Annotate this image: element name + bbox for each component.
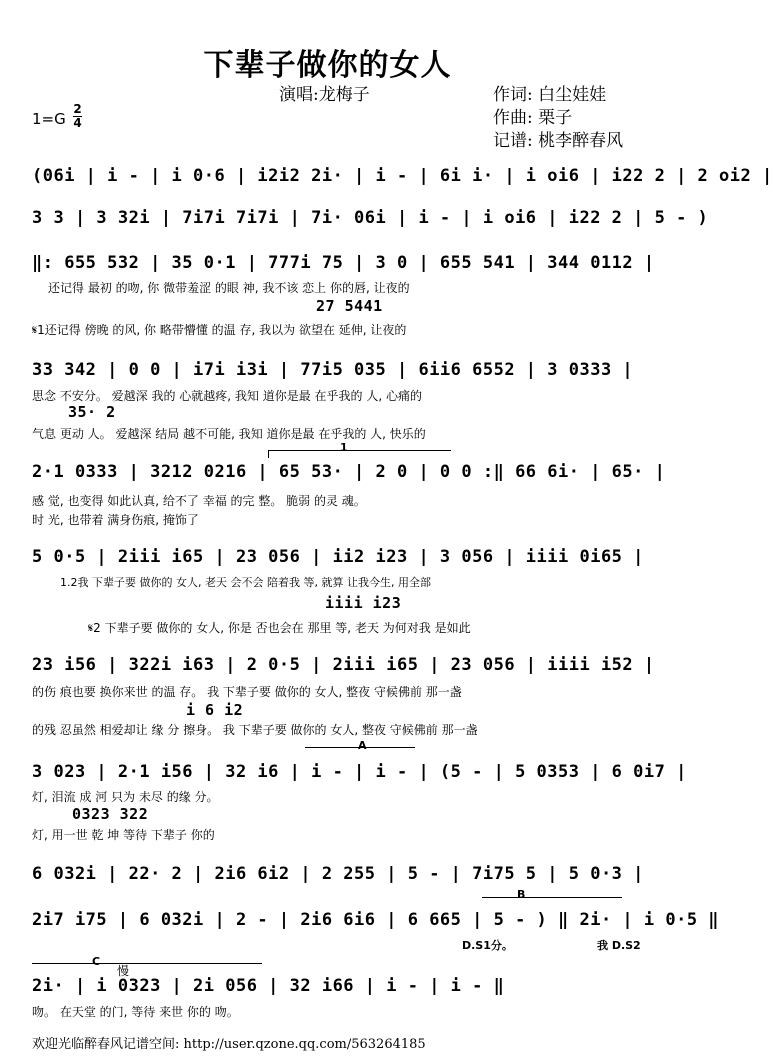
lyric-6-verse-1: 1.2我 下辈子要 做你的 女人, 老天 会不会 陪着我 等, 就算 让我今生, 用全部 — [60, 576, 431, 589]
key-signature: 1=G — [32, 110, 66, 128]
lyric-5-verse-2: 时 光, 也带着 满身伤痕, 掩饰了 — [32, 513, 199, 527]
score-line-10: 2i7 i75 | 6 032i | 2 - | 2i6 6i6 | 6 665 | 5 - ) ‖ 2i· | i 0·5 ‖ — [32, 910, 720, 930]
score-line-5: 2·1 0333 | 3212 0216 | 65 53· | 2 0 | 0 0 :‖ 66 6i· | 65· | — [32, 462, 666, 482]
rehearsal-mark-c: C — [92, 955, 101, 968]
song-title: 下辈子做你的女人 — [203, 48, 452, 83]
lyric-4-verse-1: 思念 不安分。 爱越深 我的 心就越疼, 我知 道你是最 在乎我的 人, 心痛的 — [32, 389, 422, 403]
lyric-4-verse-2: 气息 更动 人。 爱越深 结局 越不可能, 我知 道你是最 在乎我的 人, 快乐的 — [32, 427, 426, 441]
volta-1-label: 1 — [340, 441, 348, 454]
lyric-8-verse-1: 灯, 泪流 成 河 只为 未尽 的缘 分。 — [32, 790, 219, 804]
lyric-7-verse-1: 的伤 痕也要 换你来世 的温 存。 我 下辈子要 做你的 女人, 整夜 守候佛前 那一盏 — [32, 685, 462, 699]
composer-credit: 作曲: 栗子 — [493, 108, 573, 128]
alt-notes-6: iiii i23 — [325, 594, 402, 612]
score-line-1: (06i | i - | i 0·6 | i2i2 2i· | i - | 6i i· | i oi6 | i22 2 | 2 oi2 | — [32, 166, 773, 186]
ds2-marker: 我 D.S2 — [597, 939, 641, 952]
volta-1-line — [268, 450, 451, 451]
rehearsal-mark-b: B — [517, 888, 526, 901]
lyric-6-verse-2: 𝄋2 下辈子要 做你的 女人, 你是 否也会在 那里 等, 老天 为何对我 是如此 — [88, 621, 471, 635]
lyric-11: 吻。 在天堂 的门, 等待 来世 你的 吻。 — [32, 1005, 239, 1019]
transcriber-credit: 记谱: 桃李醉春风 — [493, 131, 624, 151]
lyricist-credit: 作词: 白尘娃娃 — [493, 85, 607, 105]
lyric-7-verse-2: 的残 忍虽然 相爱却让 缘 分 擦身。 我 下辈子要 做你的 女人, 整夜 守候佛前 那一盏 — [32, 723, 478, 737]
score-line-2: 3 3 | 3 32i | 7i7i 7i7i | 7i· 06i | i - | i oi6 | i22 2 | 5 - ) — [32, 208, 709, 228]
rehearsal-mark-a: A — [358, 739, 367, 752]
alt-notes-7: i 6 i2 — [186, 701, 244, 719]
lyric-5-verse-1: 感 觉, 也变得 如此认真, 给不了 幸福 的完 整。 脆弱 的灵 魂。 — [32, 494, 366, 508]
alt-notes-3: 27 5441 — [316, 297, 383, 315]
lyric-8-verse-2: 灯, 用一世 乾 坤 等待 下辈子 你的 — [32, 828, 215, 842]
score-line-11: 2i· | i 0323 | 2i 056 | 32 i66 | i - | i - ‖ — [32, 976, 505, 996]
ds1-marker: D.S1分。 — [462, 939, 513, 952]
lyric-3-verse-2: 𝄋1还记得 傍晚 的风, 你 略带懵懂 的温 存, 我以为 欲望在 延伸, 让夜的 — [32, 323, 407, 337]
alt-notes-8: 0323 322 — [72, 805, 149, 823]
score-line-8: 3 023 | 2·1 i56 | 32 i6 | i - | i - | (5 - | 5 0353 | 6 0i7 | — [32, 762, 687, 782]
score-line-4: 33 342 | 0 0 | i7i i3i | 77i5 035 | 6ii6 6552 | 3 0333 | — [32, 360, 634, 380]
footer-url: 欢迎光临醉春风记谱空间: http://user.qzone.qq.com/563264185 — [32, 1037, 426, 1052]
repeat-b-line — [482, 897, 622, 898]
score-line-6: 5 0·5 | 2iii i65 | 23 056 | ii2 i23 | 3 056 | iiii 0i65 | — [32, 547, 644, 567]
score-line-7: 23 i56 | 322i i63 | 2 0·5 | 2iii i65 | 23 056 | iiii i52 | — [32, 655, 655, 675]
singer-credit: 演唱:龙梅子 — [279, 85, 370, 105]
volta-1-tick — [268, 450, 269, 458]
tempo-slow-mark: 慢 — [117, 964, 130, 978]
score-line-9: 6 032i | 22· 2 | 2i6 6i2 | 2 255 | 5 - | 7i75 5 | 5 0·3 | — [32, 864, 644, 884]
score-line-3: ‖: 655 532 | 35 0·1 | 777i 75 | 3 0 | 655 541 | 344 0112 | — [32, 253, 655, 273]
alt-notes-4: 35· 2 — [68, 403, 116, 421]
lyric-3-verse-1: 还记得 最初 的吻, 你 微带羞涩 的眼 神, 我不该 恋上 你的唇, 让夜的 — [48, 281, 410, 295]
time-signature: 2 4 — [73, 102, 82, 130]
repeat-c-line — [32, 963, 262, 964]
